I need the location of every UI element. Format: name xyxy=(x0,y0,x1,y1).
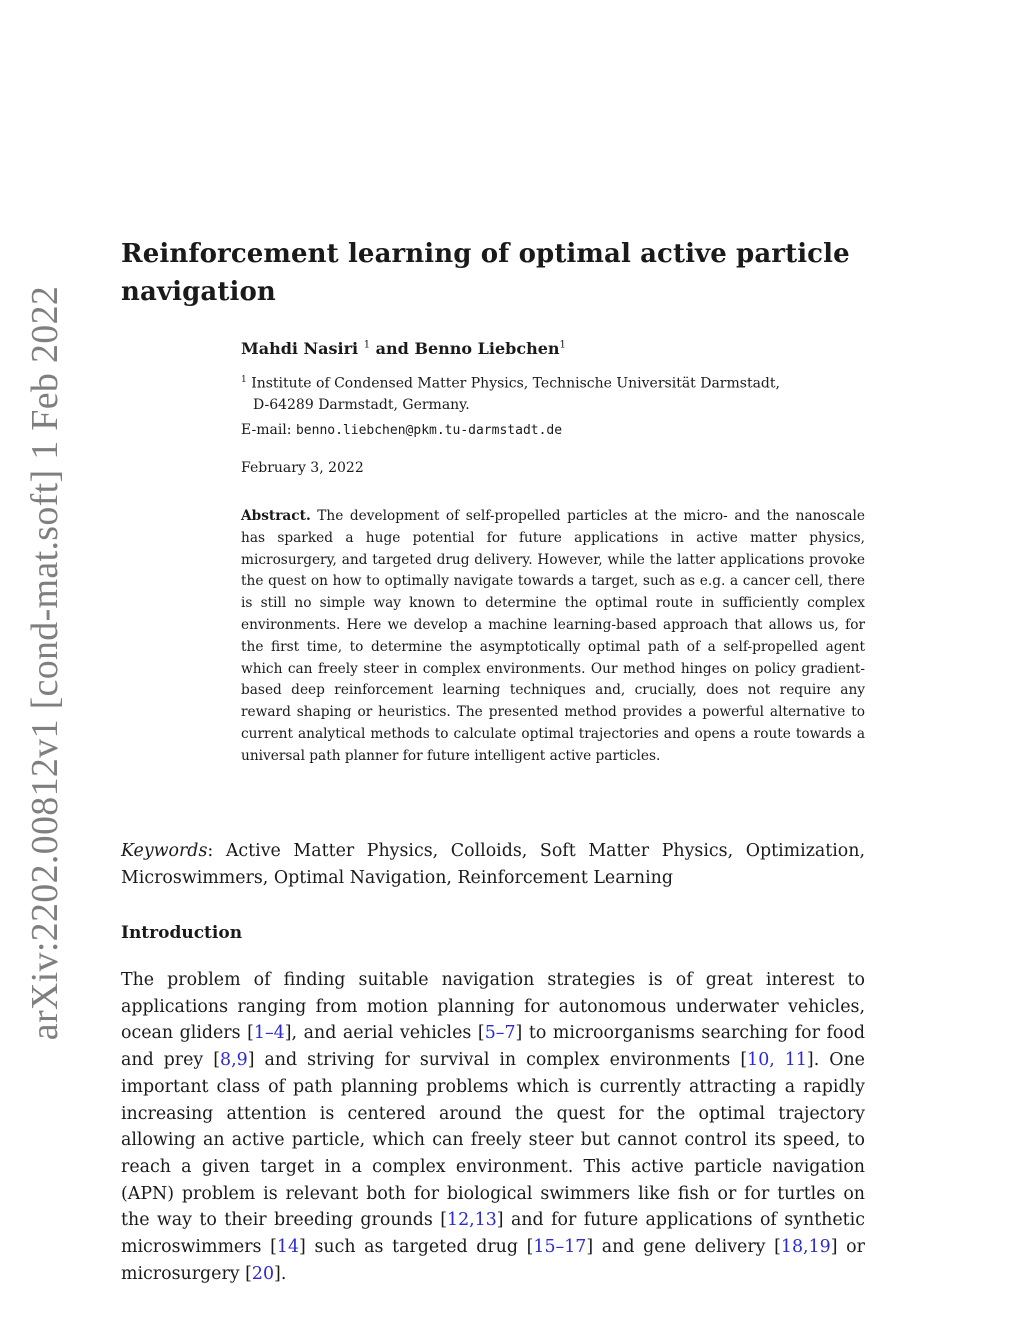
paragraph-text: The problem of finding suitable navigation strategies is of great interest to applications ranging from motion planning for autonomous underwater vehicles, ocean gliders xyxy=(121,970,865,1044)
author-name: Mahdi Nasiri xyxy=(241,339,359,358)
citation-link[interactable]: 1–4 xyxy=(253,1023,285,1044)
affiliation-marker: 1 xyxy=(363,339,371,351)
paragraph-text: . xyxy=(280,1263,287,1284)
affiliation-line xyxy=(241,370,866,395)
paragraph-text: and striving for survival in complex environments xyxy=(264,1050,731,1071)
affiliation-marker: 1 xyxy=(241,375,247,385)
paragraph-text: or microsurgery xyxy=(121,1237,865,1284)
author-conjunction: and xyxy=(375,339,409,358)
email-address-link[interactable]: benno.liebchen@pkm.tu-darmstadt.de xyxy=(295,423,563,438)
introduction-paragraph: The problem of finding suitable navigation strategies is of great interest to applications ranging from motion planning for autonomous underwater vehicles, ocean gliders [1–4], and aerial vehicles [5–7] to microorganisms searching for food and prey [8,9] and striving for survival in complex environments [10, 11]. One important class of path planning problems which is currently attracting a rapidly increasing attention is centered around the quest for the optimal trajectory allowing an active particle, which can freely steer but cannot control its speed, to reach a given target in a complex environment. This active particle navigation (APN) problem is relevant both for biological swimmers like fish or for turtles on the way to their breeding grounds [12,13] and for future applications of synthetic microswimmers [14] such as targeted drug [15–17] and gene delivery [18,19] or microsurgery [20]. xyxy=(121,970,865,1284)
paragraph-text: and gene delivery xyxy=(601,1237,766,1258)
keywords: Keywords: Active Matter Physics, Colloids, Soft Matter Physics, Optimization, Microswimmers, Optimal Navigation, Reinforcement Learning xyxy=(121,841,865,888)
affiliation-line: D-64289 Darmstadt, Germany. xyxy=(253,396,470,413)
paper-title: Reinforcement learning of optimal active particle navigation xyxy=(121,239,850,307)
abstract-text: The development of self-propelled particles at the micro- and the nanoscale has sparked a huge potential for future applications in active matter physics, microsurgery, and targeted drug delivery. However, while the latter applications provoke the quest on how to optimally navigate towards a target, such as e.g. a cancer cell, there is still no simple way known to determine the optimal route in sufficiently complex environments. Here we develop a machine learning-based approach that allows us, for the first time, to determine the asymptotically optimal path of a self-propelled agent which can freely steer in complex environments. Our method hinges on policy gradient-based deep reinforcement learning techniques and, crucially, does not require any reward shaping or heuristics. The presented method provides a powerful alternative to current analytical methods to calculate optimal trajectories and opens a route towards a universal path planner for future intelligent active particles. xyxy=(241,508,865,764)
publication-date: February 3, 2022 xyxy=(241,460,364,476)
citation-link[interactable]: 20 xyxy=(251,1263,275,1284)
section-heading: Introduction xyxy=(121,923,243,943)
email-label: E-mail: xyxy=(241,422,292,438)
abstract-label: Abstract. xyxy=(241,508,311,524)
affiliation-block xyxy=(241,370,866,416)
affiliation-marker: 1 xyxy=(559,339,566,351)
citation-link[interactable]: 14 xyxy=(276,1237,300,1258)
paragraph-text: , and aerial vehicles xyxy=(291,1023,472,1044)
citation-link[interactable]: 12,13 xyxy=(447,1210,497,1231)
paragraph-text: and for future applications of synthetic microswimmers xyxy=(121,1210,865,1258)
affiliation-text: Institute of Condensed Matter Physics, Technische Universität Darmstadt, xyxy=(251,375,780,392)
abstract xyxy=(241,506,865,768)
arxiv-identifier-text: arXiv:2202.00812v1 [cond-mat.soft] 1 Feb 2022 xyxy=(24,285,66,1041)
keywords-text: Active Matter Physics, Colloids, Soft Matter Physics, Optimization, Microswimmers, Optimal Navigation, Reinforcement Learning xyxy=(121,841,865,888)
citation-link[interactable]: 10, 11 xyxy=(747,1050,807,1071)
keywords-label: Keywords xyxy=(121,841,208,861)
citation-link[interactable]: 15–17 xyxy=(533,1237,587,1258)
citation-link[interactable]: 18,19 xyxy=(780,1237,831,1258)
paragraph-text: to microorganisms searching for food and prey xyxy=(121,1023,865,1071)
paragraph-text: . One important class of path planning problems which is currently attracting a rapidly increasing attention is centered around the quest for the optimal trajectory allowing an active particle, which can freely steer but cannot control its speed, to reach a given target in a complex environment. This active particle navigation (APN) problem is relevant both for biological swimmers like fish or for turtles on the way to their breeding grounds xyxy=(121,1050,865,1231)
citation-link[interactable]: 8,9 xyxy=(220,1050,248,1071)
author-list xyxy=(241,339,566,358)
author-name: Benno Liebchen xyxy=(414,339,560,358)
citation-link[interactable]: 5–7 xyxy=(484,1023,516,1044)
paragraph-text: such as targeted drug xyxy=(314,1237,518,1258)
email-line xyxy=(241,422,562,438)
